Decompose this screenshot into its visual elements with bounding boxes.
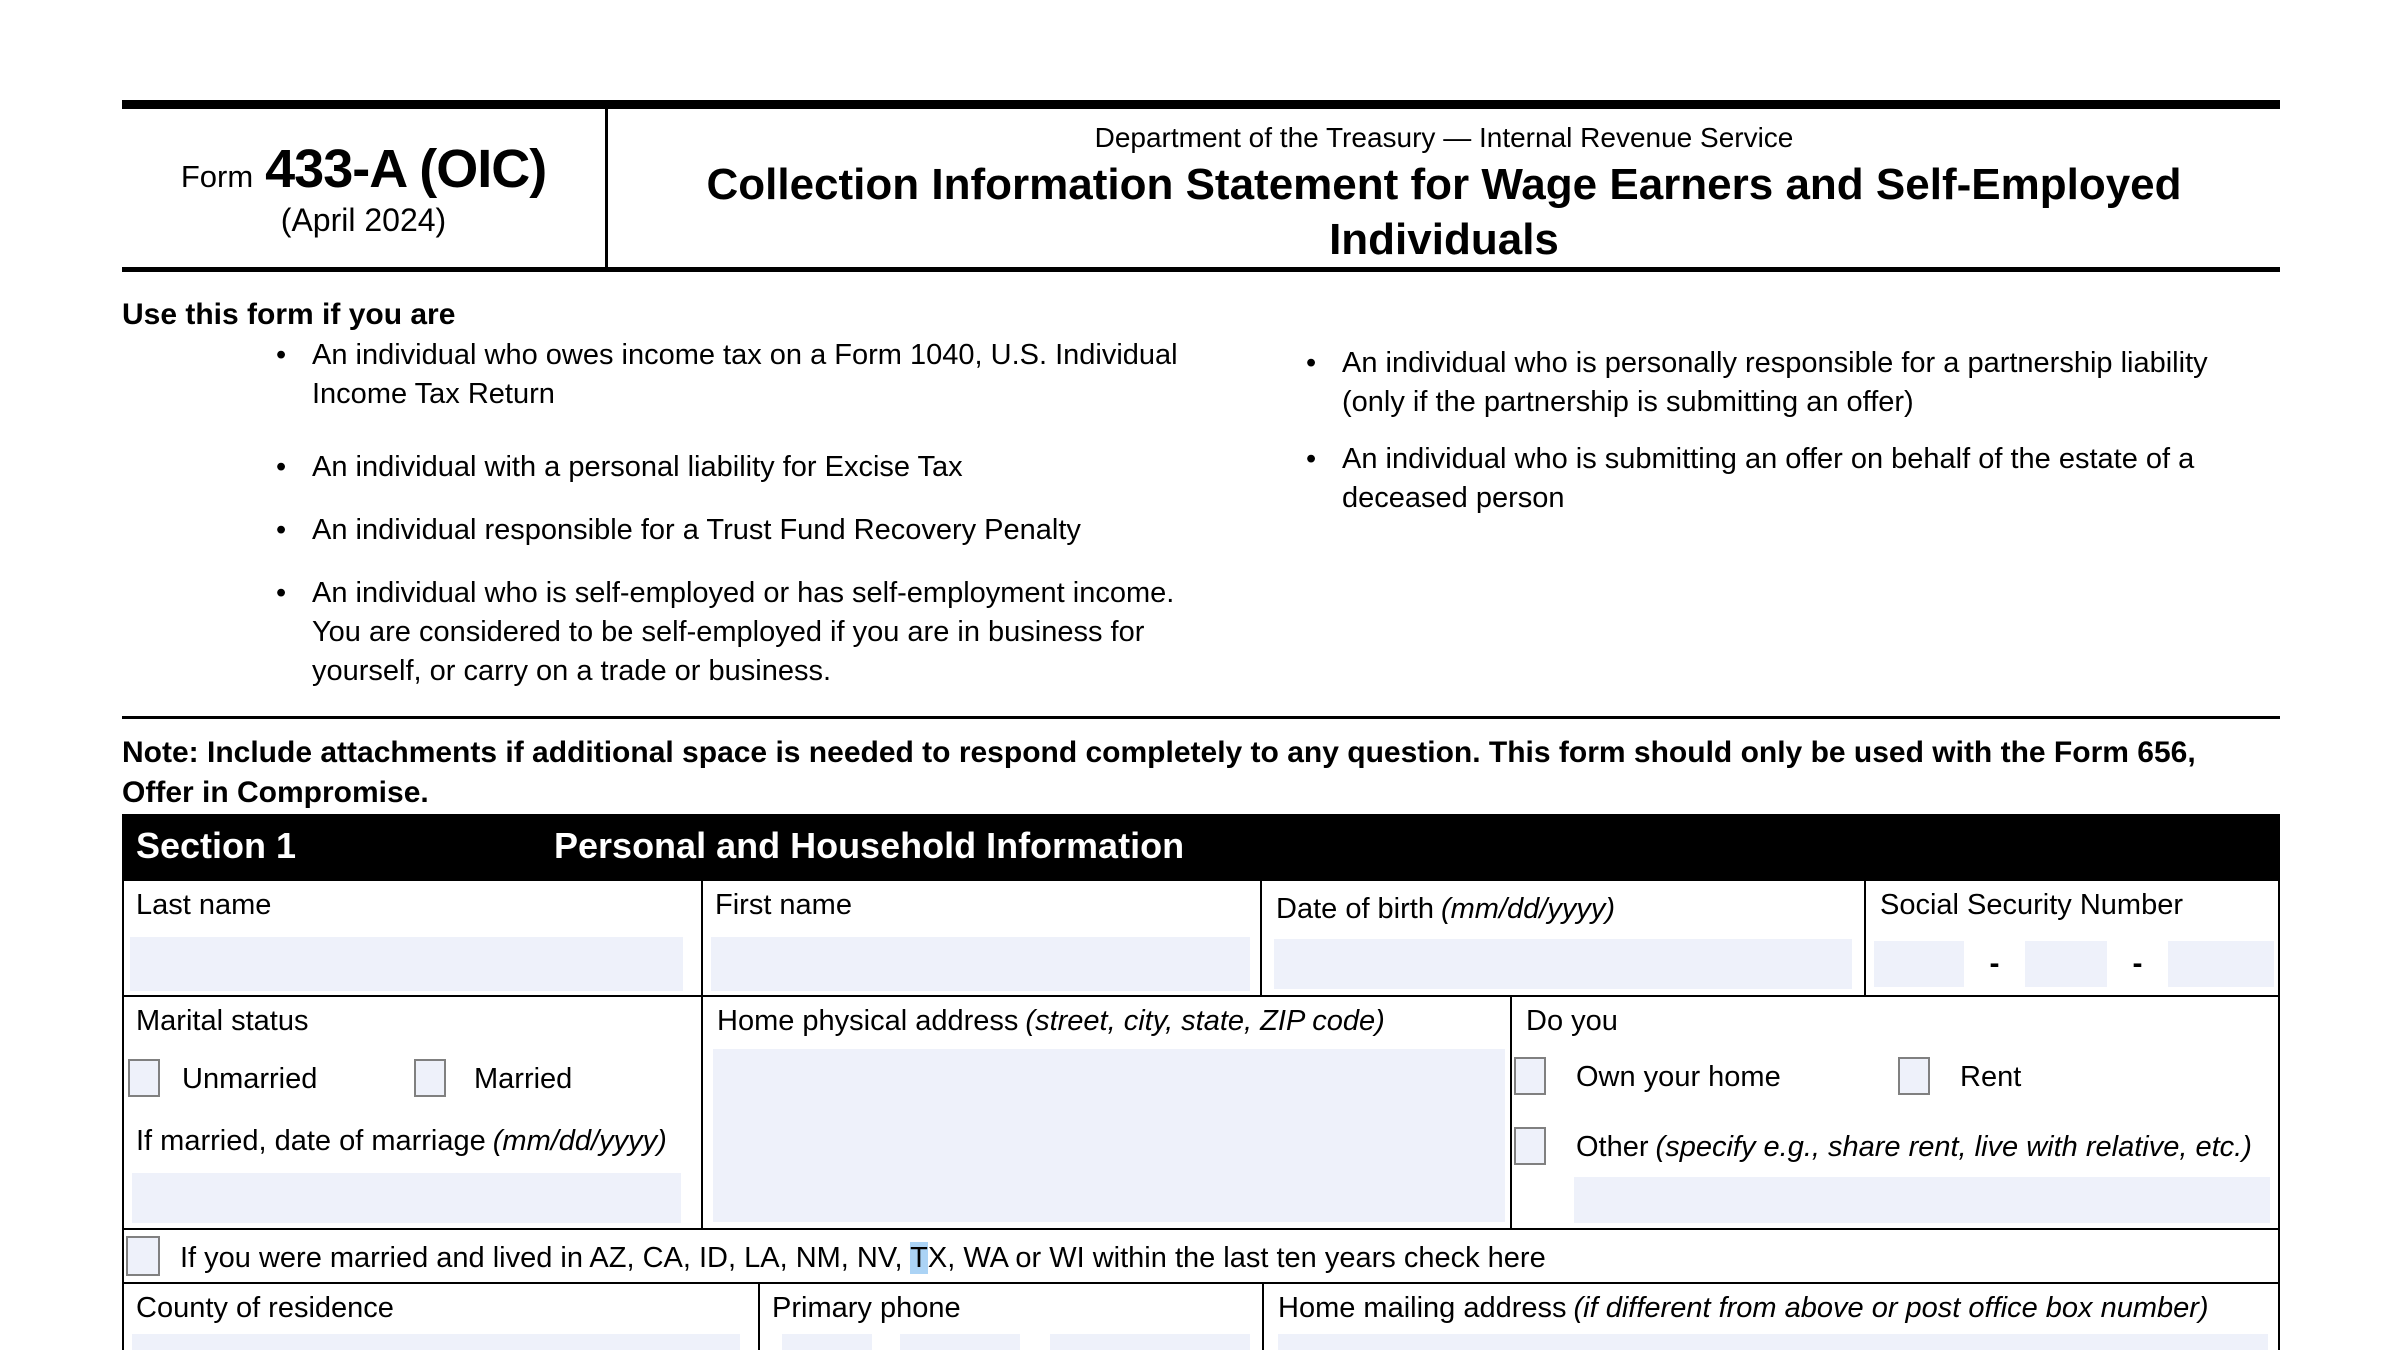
other-specify-input[interactable] (1574, 1177, 2270, 1223)
married-checkbox[interactable] (414, 1059, 446, 1097)
list-item (276, 511, 1190, 550)
home-mailing-address-label (1278, 1292, 2209, 1325)
label-text: Other (1576, 1131, 1649, 1163)
note-divider-rule (122, 716, 2280, 719)
ssn-part3-input[interactable] (2168, 941, 2274, 987)
ssn-cell (1866, 881, 2280, 997)
phone-part3-input[interactable] (1050, 1334, 1250, 1350)
rent-checkbox[interactable] (1898, 1057, 1930, 1095)
section1-header-bar (122, 814, 2280, 881)
ssn-input-group (1874, 941, 2274, 987)
home-physical-address-input[interactable] (713, 1049, 1505, 1222)
other-label (1576, 1131, 2252, 1164)
label-text: Home physical address (717, 1005, 1019, 1037)
home-physical-address-cell (703, 997, 1512, 1230)
form-number-box (122, 109, 608, 267)
phone-part1-input[interactable] (782, 1334, 872, 1350)
own-your-home-label: Own your home (1576, 1061, 1781, 1093)
agency-line: Department of the Treasury — Internal Revenue Service (1094, 122, 1794, 153)
unmarried-checkbox[interactable] (128, 1059, 160, 1097)
county-of-residence-cell (122, 1284, 760, 1350)
ssn-label: Social Security Number (1880, 889, 2183, 921)
date-of-birth-label (1276, 893, 1615, 926)
label-hint: (mm/dd/yyyy) (492, 1125, 667, 1157)
intro-bullets-left (276, 336, 1190, 715)
bullet-text: An individual who is self-employed or has self-employment income. You are considered to be self-employed if you are in business for yourself, or carry on a trade or business. (312, 577, 1175, 687)
married-label: Married (474, 1063, 573, 1095)
primary-phone-cell (760, 1284, 1264, 1350)
rent-label: Rent (1960, 1061, 2022, 1093)
bullet-text: An individual who is personally responsible for a partnership liability (only if the partnership is submitting an offer) (1342, 347, 2208, 418)
bullet-text: An individual responsible for a Trust Fund Recovery Penalty (312, 514, 1081, 546)
bullet-icon (276, 336, 312, 414)
ssn-separator: - (2132, 947, 2143, 980)
highlighted-text: T (910, 1242, 928, 1274)
section1-label: Section 1 (136, 825, 297, 866)
top-rule (122, 100, 2280, 109)
bullet-icon (1306, 344, 1342, 422)
other-checkbox[interactable] (1514, 1127, 1546, 1165)
list-item (1306, 344, 2236, 422)
marriage-date-input[interactable] (132, 1173, 681, 1223)
bullet-icon (1306, 440, 1342, 518)
date-of-birth-cell (1262, 881, 1866, 997)
community-property-checkbox[interactable] (126, 1236, 160, 1276)
list-item (276, 574, 1190, 691)
form-revision-date: (April 2024) (280, 201, 447, 238)
community-property-text (180, 1242, 1546, 1275)
bullet-text: An individual with a personal liability for Excise Tax (312, 451, 963, 483)
text-segment: If you were married and lived in AZ, CA, ID, LA, NM, NV, (180, 1242, 911, 1274)
marriage-date-label (136, 1125, 667, 1158)
phone-part2-input[interactable] (900, 1334, 1020, 1350)
label-text: Home mailing address (1278, 1292, 1567, 1324)
primary-phone-label: Primary phone (772, 1292, 961, 1324)
form-word: Form (180, 158, 254, 194)
ssn-part1-input[interactable] (1874, 941, 1964, 987)
form-title-box (608, 109, 2280, 267)
first-name-cell (703, 881, 1262, 997)
bullet-text: An individual who is submitting an offer on behalf of the estate of a deceased person (1342, 443, 2195, 514)
use-this-form-heading: Use this form if you are (122, 298, 456, 331)
bullet-icon (276, 574, 312, 691)
label-hint: (street, city, state, ZIP code) (1025, 1005, 1385, 1037)
last-name-input[interactable] (130, 937, 683, 991)
label-hint: (specify e.g., share rent, live with relative, etc.) (1655, 1131, 2252, 1163)
home-mailing-address-input[interactable] (1278, 1334, 2268, 1350)
marital-status-cell (122, 997, 703, 1230)
form-number: 433-A (OIC) (265, 138, 547, 199)
community-property-row (122, 1230, 2280, 1284)
form-title: Collection Information Statement for Wage Earners and Self-Employed Individuals (706, 160, 2182, 264)
list-item (1306, 440, 2236, 518)
unmarried-label: Unmarried (182, 1063, 318, 1095)
ssn-separator: - (1989, 947, 2000, 980)
own-your-home-checkbox[interactable] (1514, 1057, 1546, 1095)
label-hint: (mm/dd/yyyy) (1440, 893, 1615, 925)
form-header (122, 109, 2280, 272)
label-hint: (if different from above or post office box number) (1573, 1292, 2209, 1324)
last-name-cell (122, 881, 703, 997)
do-you-label: Do you (1526, 1005, 1618, 1037)
first-name-label: First name (715, 889, 852, 921)
label-text: If married, date of marriage (136, 1125, 486, 1157)
ssn-part2-input[interactable] (2025, 941, 2107, 987)
marital-status-label: Marital status (136, 1005, 309, 1037)
county-of-residence-label: County of residence (136, 1292, 394, 1324)
label-text: Date of birth (1276, 893, 1434, 925)
home-mailing-address-cell (1264, 1284, 2280, 1350)
county-of-residence-input[interactable] (132, 1334, 740, 1350)
bullet-icon (276, 511, 312, 550)
home-physical-address-label (717, 1005, 1385, 1038)
intro-bullets-right (1306, 344, 2236, 536)
list-item (276, 336, 1190, 414)
date-of-birth-input[interactable] (1274, 939, 1852, 989)
bullet-text: An individual who owes income tax on a Form 1040, U.S. Individual Income Tax Return (312, 339, 1178, 410)
note-text: Note: Include attachments if additional space is needed to respond completely to any question. This form should only be used with the Form 656, Offer in Compromise. (122, 736, 2196, 809)
do-you-cell (1512, 997, 2280, 1230)
last-name-label: Last name (136, 889, 272, 921)
section1-title: Personal and Household Information (554, 825, 1185, 866)
list-item (276, 448, 1190, 487)
text-segment: X, WA or WI within the last ten years check here (927, 1242, 1546, 1274)
bullet-icon (276, 448, 312, 487)
first-name-input[interactable] (711, 937, 1250, 991)
